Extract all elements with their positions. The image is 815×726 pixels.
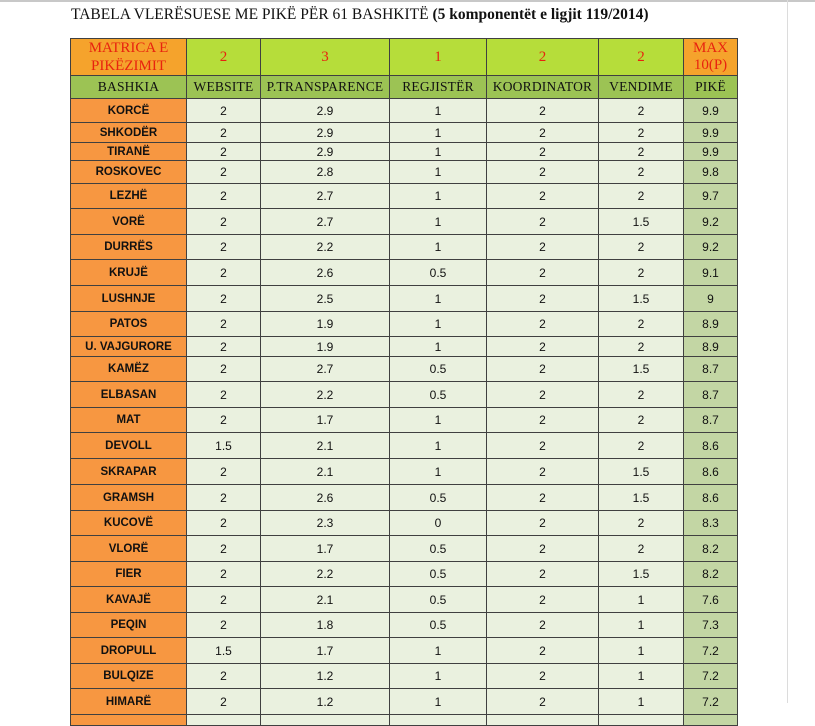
cell-transparence: 2.1 — [261, 587, 390, 613]
cell-regjister: 0.5 — [390, 357, 487, 382]
cell-pike: 8.9 — [684, 337, 738, 357]
cell-koordinator: 2 — [487, 161, 599, 184]
cell-pike: 8.9 — [684, 312, 738, 337]
cell-website: 2 — [187, 664, 261, 689]
cell-pike: 9.7 — [684, 184, 738, 209]
cell-website: 2 — [187, 161, 261, 184]
cell-koordinator: 2 — [487, 312, 599, 337]
cell-koordinator: 2 — [487, 433, 599, 459]
cell-pike: 8.2 — [684, 536, 738, 562]
cell-koordinator: 2 — [487, 562, 599, 587]
title-bold: (5 komponentët e ligjit 119/2014) — [432, 6, 649, 23]
cell-website: 2 — [187, 357, 261, 382]
table-row — [71, 536, 738, 562]
cell-transparence: 2.7 — [261, 209, 390, 235]
cell-pike: 9.9 — [684, 99, 738, 123]
cell-website: 2 — [187, 587, 261, 613]
cell-vendime: 2 — [599, 260, 684, 286]
document-title — [71, 4, 791, 26]
cell-vendime: 1 — [599, 689, 684, 715]
cell-transparence: 1.7 — [261, 638, 390, 664]
cell-pike: 8.3 — [684, 511, 738, 536]
cell-transparence: 1.2 — [261, 689, 390, 715]
cell-regjister: 0.5 — [390, 485, 487, 511]
table-row — [71, 99, 738, 123]
cell-website: 2 — [187, 184, 261, 209]
cell-pike: 7.2 — [684, 664, 738, 689]
table-row — [71, 123, 738, 143]
cell-regjister: 0.5 — [390, 536, 487, 562]
cell-name: LEZHË — [71, 184, 187, 209]
cell-regjister: 0.5 — [390, 613, 487, 638]
cell-regjister: 1 — [390, 408, 487, 433]
cell-vendime: 2 — [599, 536, 684, 562]
cell-transparence: 2.9 — [261, 99, 390, 123]
cell-website: 2 — [187, 286, 261, 312]
cell-name: DEVOLL — [71, 433, 187, 459]
header-pike: PIKË — [684, 76, 738, 99]
table-row — [71, 408, 738, 433]
cell-website: 2 — [187, 408, 261, 433]
cell-pike: 9.9 — [684, 123, 738, 143]
cell-regjister: 1 — [390, 459, 487, 485]
cell-website: 2 — [187, 459, 261, 485]
table-row — [71, 235, 738, 260]
scores-table — [70, 38, 738, 726]
cell-transparence: 2.6 — [261, 260, 390, 286]
cell-transparence: 2.3 — [261, 511, 390, 536]
cell-transparence: 2.6 — [261, 485, 390, 511]
header-vendime: VENDIME — [599, 76, 684, 99]
cell-name: FIER — [71, 562, 187, 587]
cell-pike: 8.7 — [684, 408, 738, 433]
cell-name: GRAMSH — [71, 485, 187, 511]
cell-name: KORCË — [71, 99, 187, 123]
cell-koordinator: 2 — [487, 99, 599, 123]
cell-name: DROPULL — [71, 638, 187, 664]
cell-website: 2 — [187, 235, 261, 260]
cell-pike: 7.2 — [684, 689, 738, 715]
matrix-points-vendime: 2 — [599, 39, 684, 76]
cell-koordinator: 2 — [487, 613, 599, 638]
cell-transparence — [261, 715, 390, 726]
cell-koordinator: 2 — [487, 408, 599, 433]
page-right-border — [787, 0, 788, 703]
header-bashkia: BASHKIA — [71, 76, 187, 99]
cell-name: SKRAPAR — [71, 459, 187, 485]
cell-name: ELBASAN — [71, 382, 187, 408]
cell-pike: 7.6 — [684, 587, 738, 613]
scoring-matrix-row — [71, 39, 738, 76]
table-row — [71, 511, 738, 536]
matrix-points-transparence: 3 — [261, 39, 390, 76]
cell-vendime: 1 — [599, 587, 684, 613]
cell-koordinator: 2 — [487, 235, 599, 260]
table-row — [71, 209, 738, 235]
cell-vendime: 1.5 — [599, 286, 684, 312]
cell-vendime: 2 — [599, 99, 684, 123]
cell-transparence: 2.1 — [261, 459, 390, 485]
cell-koordinator: 2 — [487, 286, 599, 312]
cell-transparence: 2.7 — [261, 357, 390, 382]
cell-vendime: 2 — [599, 312, 684, 337]
cell-regjister: 0.5 — [390, 562, 487, 587]
cell-transparence: 1.2 — [261, 664, 390, 689]
cell-vendime: 2 — [599, 184, 684, 209]
cell-regjister: 1 — [390, 184, 487, 209]
cell-vendime — [599, 715, 684, 726]
cell-transparence: 2.9 — [261, 123, 390, 143]
cell-pike: 8.6 — [684, 485, 738, 511]
cell-transparence: 1.8 — [261, 613, 390, 638]
matrix-label-cell: MATRICA E PIKËZIMIT — [71, 39, 187, 76]
table-row — [71, 485, 738, 511]
table-row — [71, 184, 738, 209]
cell-name: HIMARË — [71, 689, 187, 715]
cell-vendime: 2 — [599, 161, 684, 184]
cell-pike: 8.7 — [684, 357, 738, 382]
table-row — [71, 664, 738, 689]
table-row — [71, 382, 738, 408]
cell-vendime: 2 — [599, 511, 684, 536]
cell-transparence: 1.7 — [261, 408, 390, 433]
cell-regjister: 1 — [390, 161, 487, 184]
cell-name: VORË — [71, 209, 187, 235]
cell-website: 1.5 — [187, 638, 261, 664]
cell-transparence: 2.8 — [261, 161, 390, 184]
cell-regjister: 1 — [390, 664, 487, 689]
table-row — [71, 459, 738, 485]
cell-transparence: 2.9 — [261, 143, 390, 161]
header-website: WEBSITE — [187, 76, 261, 99]
table-row — [71, 562, 738, 587]
cell-pike: 9.9 — [684, 143, 738, 161]
cell-name: PATOS — [71, 312, 187, 337]
cell-name: VLORË — [71, 536, 187, 562]
cell-regjister: 1 — [390, 689, 487, 715]
matrix-points-regjister: 1 — [390, 39, 487, 76]
cell-regjister: 1 — [390, 433, 487, 459]
header-regjister: REGJISTËR — [390, 76, 487, 99]
cell-regjister: 1 — [390, 312, 487, 337]
cell-pike: 9.1 — [684, 260, 738, 286]
cell-regjister: 1 — [390, 123, 487, 143]
cell-name: PEQIN — [71, 613, 187, 638]
page-top-border — [0, 0, 815, 2]
cell-vendime: 2 — [599, 382, 684, 408]
cell-name: KUCOVË — [71, 511, 187, 536]
table-row — [71, 587, 738, 613]
cell-name: KAVAJË — [71, 587, 187, 613]
cell-regjister: 1 — [390, 235, 487, 260]
table-row — [71, 312, 738, 337]
cell-koordinator: 2 — [487, 689, 599, 715]
cell-vendime: 2 — [599, 408, 684, 433]
cell-regjister — [390, 715, 487, 726]
cell-vendime: 2 — [599, 123, 684, 143]
title-main: TABELA VLERËSUESE ME PIKË PËR 61 BASHKITË — [71, 6, 433, 23]
cell-koordinator: 2 — [487, 382, 599, 408]
cell-vendime: 1 — [599, 638, 684, 664]
cell-website: 2 — [187, 312, 261, 337]
cell-website: 2 — [187, 562, 261, 587]
cell-website: 1.5 — [187, 433, 261, 459]
cell-website: 2 — [187, 260, 261, 286]
cell-koordinator: 2 — [487, 184, 599, 209]
cell-name — [71, 715, 187, 726]
table-row — [71, 161, 738, 184]
cell-website: 2 — [187, 613, 261, 638]
cell-vendime: 1.5 — [599, 357, 684, 382]
cell-pike: 7.2 — [684, 638, 738, 664]
cell-website: 2 — [187, 382, 261, 408]
cell-transparence: 2.1 — [261, 433, 390, 459]
cell-koordinator: 2 — [487, 536, 599, 562]
cell-pike: 9.2 — [684, 235, 738, 260]
cell-pike: 8.7 — [684, 382, 738, 408]
cell-koordinator: 2 — [487, 260, 599, 286]
table-row — [71, 337, 738, 357]
cell-transparence: 2.5 — [261, 286, 390, 312]
cell-website: 2 — [187, 123, 261, 143]
cell-transparence: 1.9 — [261, 312, 390, 337]
matrix-max-cell: MAX 10(P) — [684, 39, 738, 76]
cell-vendime: 2 — [599, 235, 684, 260]
cell-regjister: 1 — [390, 337, 487, 357]
cell-regjister: 0.5 — [390, 260, 487, 286]
cell-website — [187, 715, 261, 726]
cell-koordinator — [487, 715, 599, 726]
cell-regjister: 0.5 — [390, 587, 487, 613]
cell-vendime: 1.5 — [599, 562, 684, 587]
cell-name: SHKODËR — [71, 123, 187, 143]
cell-website: 2 — [187, 143, 261, 161]
cell-transparence: 2.7 — [261, 184, 390, 209]
table-row — [71, 689, 738, 715]
cell-regjister: 0 — [390, 511, 487, 536]
cell-pike: 8.6 — [684, 433, 738, 459]
cell-koordinator: 2 — [487, 209, 599, 235]
cell-name: TIRANË — [71, 143, 187, 161]
cell-name: ROSKOVEC — [71, 161, 187, 184]
column-header-row — [71, 76, 738, 99]
cell-koordinator: 2 — [487, 337, 599, 357]
cell-vendime: 1 — [599, 664, 684, 689]
cell-name: DURRËS — [71, 235, 187, 260]
cell-regjister: 1 — [390, 209, 487, 235]
cell-transparence: 2.2 — [261, 562, 390, 587]
cell-vendime: 1 — [599, 613, 684, 638]
cell-website: 2 — [187, 485, 261, 511]
cell-name: MAT — [71, 408, 187, 433]
cell-koordinator: 2 — [487, 511, 599, 536]
cell-pike: 9 — [684, 286, 738, 312]
cell-vendime: 1.5 — [599, 459, 684, 485]
cell-vendime: 1.5 — [599, 485, 684, 511]
cell-transparence: 2.2 — [261, 382, 390, 408]
table-row — [71, 143, 738, 161]
cell-vendime: 2 — [599, 433, 684, 459]
cell-website: 2 — [187, 511, 261, 536]
cell-transparence: 1.7 — [261, 536, 390, 562]
table-row — [71, 286, 738, 312]
cell-vendime: 2 — [599, 143, 684, 161]
cell-koordinator: 2 — [487, 123, 599, 143]
cell-website: 2 — [187, 209, 261, 235]
cell-transparence: 2.2 — [261, 235, 390, 260]
cell-name: KRUJË — [71, 260, 187, 286]
cell-pike: 8.2 — [684, 562, 738, 587]
cell-regjister: 0.5 — [390, 382, 487, 408]
cell-koordinator: 2 — [487, 587, 599, 613]
cell-name: LUSHNJE — [71, 286, 187, 312]
cell-website: 2 — [187, 99, 261, 123]
cell-regjister: 1 — [390, 638, 487, 664]
cell-pike: 9.8 — [684, 161, 738, 184]
cell-pike: 8.6 — [684, 459, 738, 485]
cell-koordinator: 2 — [487, 459, 599, 485]
cell-pike: 9.2 — [684, 209, 738, 235]
cell-name: U. VAJGURORE — [71, 337, 187, 357]
header-koordinator: KOORDINATOR — [487, 76, 599, 99]
header-transparence: P.TRANSPARENCE — [261, 76, 390, 99]
cell-regjister: 1 — [390, 286, 487, 312]
cell-regjister: 1 — [390, 99, 487, 123]
cell-koordinator: 2 — [487, 638, 599, 664]
cell-koordinator: 2 — [487, 143, 599, 161]
cell-vendime: 2 — [599, 337, 684, 357]
table-row — [71, 260, 738, 286]
cell-pike: 7.3 — [684, 613, 738, 638]
cell-transparence: 1.9 — [261, 337, 390, 357]
matrix-points-koordinator: 2 — [487, 39, 599, 76]
cell-vendime: 1.5 — [599, 209, 684, 235]
table-row — [71, 433, 738, 459]
cell-koordinator: 2 — [487, 357, 599, 382]
table-row — [71, 715, 738, 726]
cell-koordinator: 2 — [487, 664, 599, 689]
table-row — [71, 638, 738, 664]
table-row — [71, 613, 738, 638]
table-row — [71, 357, 738, 382]
cell-name: KAMËZ — [71, 357, 187, 382]
cell-website: 2 — [187, 536, 261, 562]
matrix-points-website: 2 — [187, 39, 261, 76]
cell-website: 2 — [187, 337, 261, 357]
cell-website: 2 — [187, 689, 261, 715]
cell-koordinator: 2 — [487, 485, 599, 511]
cell-name: BULQIZE — [71, 664, 187, 689]
cell-pike — [684, 715, 738, 726]
cell-regjister: 1 — [390, 143, 487, 161]
